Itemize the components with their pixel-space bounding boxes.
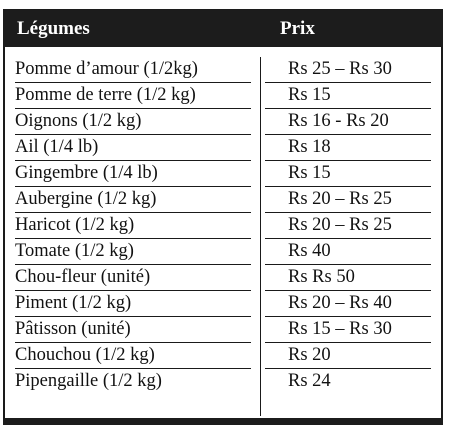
vegetable-price: Rs 40: [288, 241, 331, 261]
table-footer-bar: [3, 418, 443, 425]
vegetable-name: Pipengaille (1/2 kg): [15, 371, 162, 391]
table-row: [3, 57, 443, 83]
vegetable-price: Rs 15: [288, 85, 331, 105]
vegetable-name: Gingembre (1/4 lb): [15, 161, 251, 187]
table-row: [3, 83, 443, 109]
table-row: [3, 109, 443, 135]
vegetable-name: Pâtisson (unité): [15, 317, 251, 343]
vegetable-price: Rs 16 - Rs 20: [288, 111, 389, 131]
vegetable-name: Chouchou (1/2 kg): [15, 343, 251, 369]
vegetable-price: Rs Rs 50: [288, 267, 355, 287]
vegetable-name: Haricot (1/2 kg): [15, 213, 251, 239]
vegetable-price: Rs 20 – Rs 40: [288, 293, 392, 313]
table-header: [3, 9, 443, 47]
vegetable-name: Oignons (1/2 kg): [15, 109, 251, 135]
vegetable-price: Rs 25 – Rs 30: [288, 59, 392, 79]
table-row: [3, 265, 443, 291]
vegetable-name: Ail (1/4 lb): [15, 135, 251, 161]
table-row: [3, 317, 443, 343]
table-row: [3, 135, 443, 161]
table-row: [3, 369, 443, 395]
vegetable-name: Aubergine (1/2 kg): [15, 187, 251, 213]
table-row: [3, 213, 443, 239]
header-price: Prix: [280, 18, 315, 39]
vegetable-name: Tomate (1/2 kg): [15, 239, 251, 265]
header-vegetables: Légumes: [17, 18, 90, 39]
row-rule: [265, 394, 431, 395]
vegetable-price: Rs 18: [288, 137, 331, 157]
vegetable-price: Rs 20 – Rs 25: [288, 215, 392, 235]
vegetable-name: Chou-fleur (unité): [15, 265, 251, 291]
vegetable-name: Pomme de terre (1/2 kg): [15, 83, 251, 109]
vegetable-name: Piment (1/2 kg): [15, 291, 251, 317]
table-row: [3, 291, 443, 317]
vegetable-price: Rs 15 – Rs 30: [288, 319, 392, 339]
vegetable-price: Rs 24: [288, 371, 331, 391]
table-body: [3, 57, 443, 395]
table-row: [3, 161, 443, 187]
table-row: [3, 187, 443, 213]
vegetable-name: Pomme d’amour (1/2kg): [15, 57, 251, 83]
vegetable-price: Rs 15: [288, 163, 331, 183]
table-row: [3, 343, 443, 369]
table-row: [3, 239, 443, 265]
vegetable-price: Rs 20: [288, 345, 331, 365]
vegetable-price: Rs 20 – Rs 25: [288, 189, 392, 209]
